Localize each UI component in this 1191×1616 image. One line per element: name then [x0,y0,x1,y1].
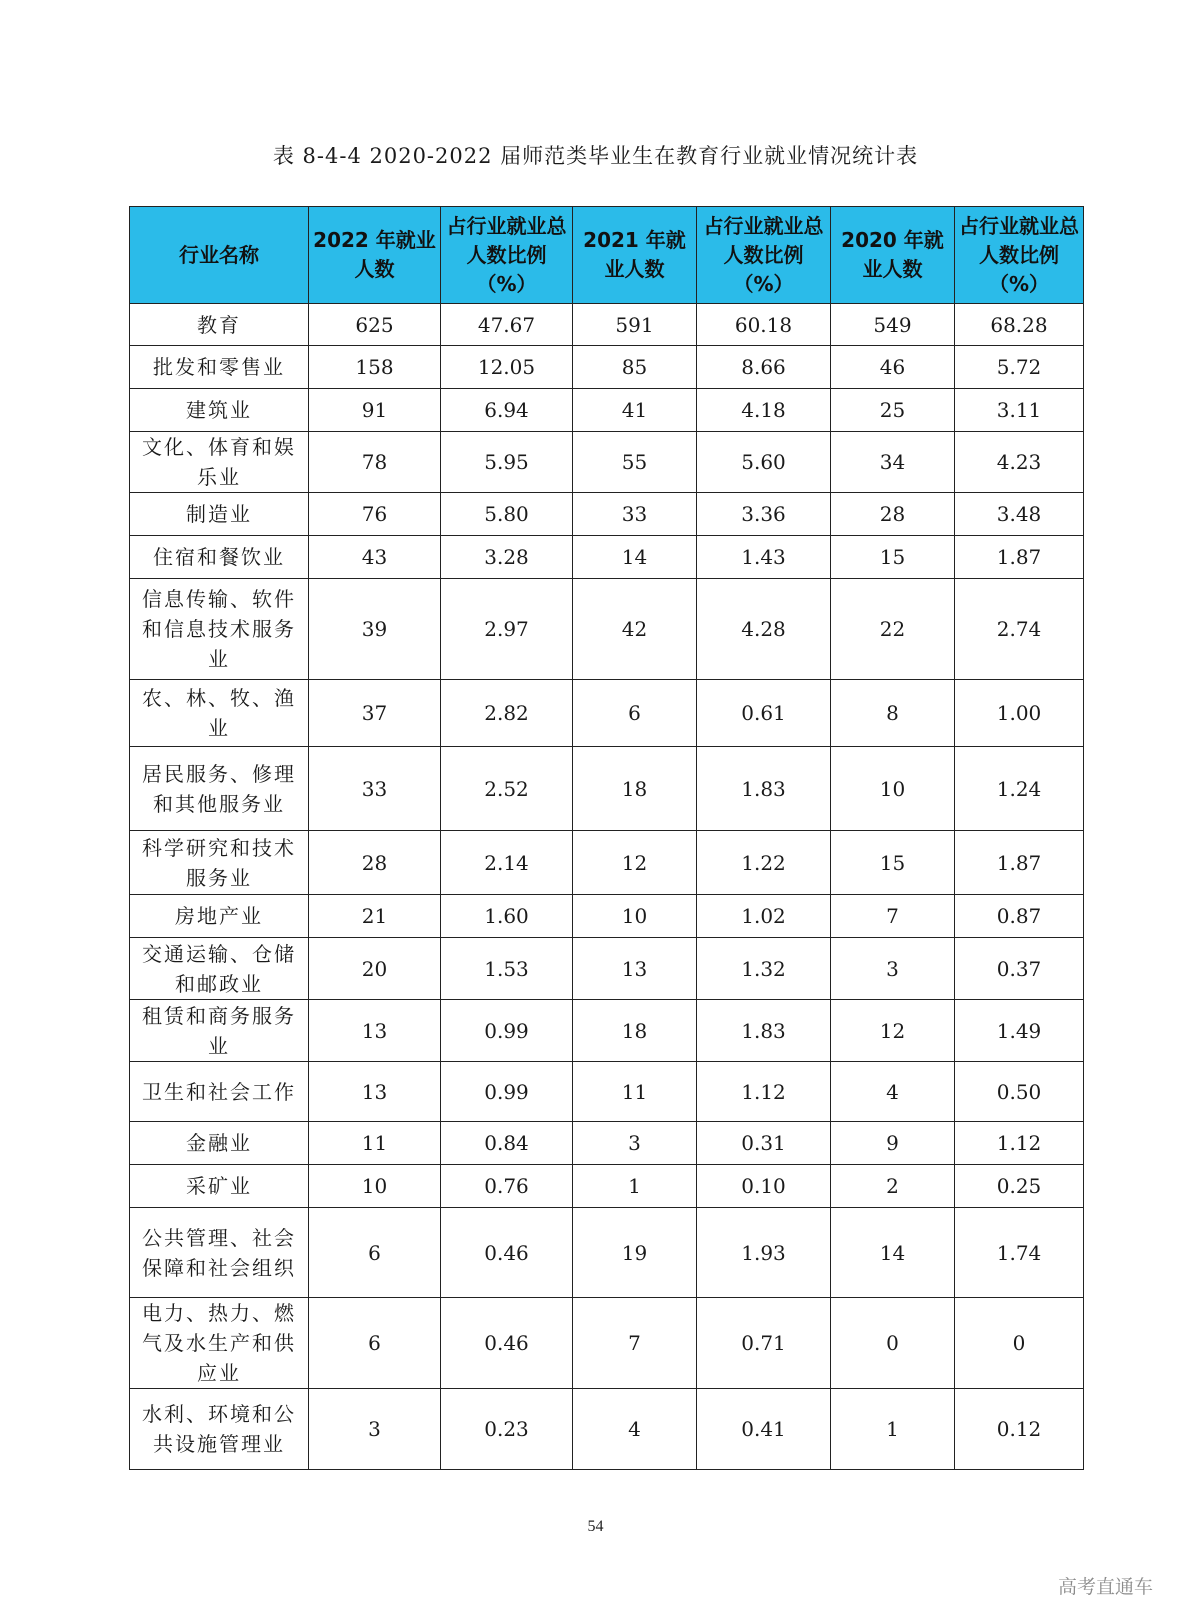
cell-ratio-2021: 4.18 [697,389,831,432]
cell-count-2021: 14 [573,536,697,579]
cell-ratio-2022: 0.84 [441,1122,573,1165]
cell-count-2021: 13 [573,938,697,1000]
cell-industry-name: 卫生和社会工作 [130,1062,309,1122]
cell-ratio-2022: 0.99 [441,1000,573,1062]
cell-count-2022: 158 [309,346,441,389]
table-row [130,493,1084,536]
cell-count-2021: 41 [573,389,697,432]
table-row [130,1165,1084,1208]
cell-ratio-2021: 60.18 [697,304,831,346]
cell-ratio-2020: 68.28 [955,304,1084,346]
cell-industry-name: 租赁和商务服务业 [130,1000,309,1062]
cell-ratio-2021: 3.36 [697,493,831,536]
cell-industry-name: 文化、体育和娱乐业 [130,432,309,493]
cell-ratio-2020: 1.87 [955,536,1084,579]
cell-count-2020: 549 [831,304,955,346]
table-row [130,432,1084,493]
cell-ratio-2020: 1.12 [955,1122,1084,1165]
cell-count-2021: 55 [573,432,697,493]
cell-ratio-2021: 1.02 [697,895,831,938]
watermark-text: 高考直通车 [1057,1576,1153,1598]
cell-industry-name: 建筑业 [130,389,309,432]
cell-count-2021: 33 [573,493,697,536]
cell-industry-name: 交通运输、仓储和邮政业 [130,938,309,1000]
cell-ratio-2022: 5.80 [441,493,573,536]
table-row [130,680,1084,747]
cell-count-2021: 1 [573,1165,697,1208]
cell-ratio-2020: 0.50 [955,1062,1084,1122]
cell-ratio-2021: 0.10 [697,1165,831,1208]
cell-count-2020: 22 [831,579,955,680]
cell-ratio-2022: 12.05 [441,346,573,389]
cell-count-2020: 7 [831,895,955,938]
cell-ratio-2020: 1.00 [955,680,1084,747]
table-row [130,895,1084,938]
cell-ratio-2021: 0.71 [697,1298,831,1389]
cell-industry-name: 制造业 [130,493,309,536]
cell-ratio-2021: 1.12 [697,1062,831,1122]
cell-count-2020: 9 [831,1122,955,1165]
cell-ratio-2020: 0.25 [955,1165,1084,1208]
cell-count-2020: 25 [831,389,955,432]
cell-count-2021: 591 [573,304,697,346]
cell-ratio-2020: 5.72 [955,346,1084,389]
cell-ratio-2021: 8.66 [697,346,831,389]
cell-industry-name: 采矿业 [130,1165,309,1208]
cell-ratio-2020: 3.11 [955,389,1084,432]
cell-count-2022: 33 [309,747,441,831]
table-row [130,536,1084,579]
cell-count-2022: 3 [309,1389,441,1470]
cell-ratio-2020: 0 [955,1298,1084,1389]
cell-count-2022: 76 [309,493,441,536]
column-header-2021-count: 2021 年就业人数 [573,207,697,304]
cell-ratio-2022: 47.67 [441,304,573,346]
table-caption: 表 8-4-4 2020-2022 届师范类毕业生在教育行业就业情况统计表 [272,144,919,168]
table-row [130,831,1084,895]
header-row [130,207,1084,304]
cell-count-2020: 2 [831,1165,955,1208]
cell-count-2021: 18 [573,1000,697,1062]
table-row [130,1389,1084,1470]
cell-ratio-2021: 1.32 [697,938,831,1000]
cell-ratio-2022: 3.28 [441,536,573,579]
cell-count-2022: 28 [309,831,441,895]
cell-ratio-2022: 2.52 [441,747,573,831]
cell-count-2022: 6 [309,1298,441,1389]
cell-ratio-2021: 1.83 [697,747,831,831]
cell-count-2022: 20 [309,938,441,1000]
cell-industry-name: 教育 [130,304,309,346]
cell-industry-name: 批发和零售业 [130,346,309,389]
cell-count-2020: 1 [831,1389,955,1470]
cell-ratio-2022: 0.46 [441,1208,573,1298]
table-row [130,938,1084,1000]
cell-ratio-2020: 1.74 [955,1208,1084,1298]
cell-count-2022: 78 [309,432,441,493]
column-header-2020-count: 2020 年就业人数 [831,207,955,304]
table-row [130,747,1084,831]
cell-ratio-2021: 4.28 [697,579,831,680]
cell-count-2020: 46 [831,346,955,389]
cell-count-2022: 91 [309,389,441,432]
cell-count-2020: 4 [831,1062,955,1122]
cell-ratio-2022: 2.82 [441,680,573,747]
cell-count-2020: 3 [831,938,955,1000]
cell-ratio-2020: 2.74 [955,579,1084,680]
cell-ratio-2022: 5.95 [441,432,573,493]
cell-count-2022: 11 [309,1122,441,1165]
cell-count-2022: 13 [309,1062,441,1122]
column-header-2020-ratio: 占行业就业总人数比例（%） [955,207,1084,304]
cell-count-2022: 10 [309,1165,441,1208]
cell-ratio-2022: 0.76 [441,1165,573,1208]
cell-count-2021: 11 [573,1062,697,1122]
cell-ratio-2020: 0.12 [955,1389,1084,1470]
cell-count-2021: 4 [573,1389,697,1470]
cell-count-2022: 6 [309,1208,441,1298]
cell-count-2020: 34 [831,432,955,493]
table-row [130,304,1084,346]
cell-industry-name: 农、林、牧、渔业 [130,680,309,747]
cell-industry-name: 住宿和餐饮业 [130,536,309,579]
cell-count-2022: 43 [309,536,441,579]
cell-industry-name: 科学研究和技术服务业 [130,831,309,895]
cell-count-2020: 12 [831,1000,955,1062]
cell-ratio-2022: 0.99 [441,1062,573,1122]
cell-count-2020: 28 [831,493,955,536]
column-header-2021-ratio: 占行业就业总人数比例（%） [697,207,831,304]
cell-ratio-2020: 1.49 [955,1000,1084,1062]
cell-count-2022: 39 [309,579,441,680]
cell-count-2020: 0 [831,1298,955,1389]
cell-ratio-2020: 4.23 [955,432,1084,493]
cell-industry-name: 信息传输、软件和信息技术服务业 [130,579,309,680]
cell-count-2022: 13 [309,1000,441,1062]
cell-ratio-2021: 0.41 [697,1389,831,1470]
cell-count-2022: 625 [309,304,441,346]
cell-ratio-2021: 0.31 [697,1122,831,1165]
cell-count-2021: 42 [573,579,697,680]
cell-count-2020: 10 [831,747,955,831]
cell-ratio-2022: 1.53 [441,938,573,1000]
cell-count-2020: 8 [831,680,955,747]
cell-ratio-2021: 1.22 [697,831,831,895]
table-row [130,1062,1084,1122]
cell-industry-name: 房地产业 [130,895,309,938]
cell-count-2020: 14 [831,1208,955,1298]
cell-count-2022: 21 [309,895,441,938]
cell-count-2021: 12 [573,831,697,895]
column-header-2022-ratio: 占行业就业总人数比例（%） [441,207,573,304]
cell-industry-name: 公共管理、社会保障和社会组织 [130,1208,309,1298]
cell-ratio-2020: 3.48 [955,493,1084,536]
page-number: 54 [587,1518,604,1535]
employment-stats-table [129,206,1084,1470]
cell-ratio-2021: 5.60 [697,432,831,493]
cell-count-2020: 15 [831,536,955,579]
cell-ratio-2021: 1.43 [697,536,831,579]
cell-industry-name: 金融业 [130,1122,309,1165]
table-row [130,346,1084,389]
cell-industry-name: 电力、热力、燃气及水生产和供应业 [130,1298,309,1389]
cell-count-2022: 37 [309,680,441,747]
cell-count-2021: 18 [573,747,697,831]
cell-count-2021: 10 [573,895,697,938]
table-row [130,1298,1084,1389]
table-row [130,1000,1084,1062]
column-header-2022-count: 2022 年就业人数 [309,207,441,304]
cell-ratio-2021: 1.83 [697,1000,831,1062]
cell-count-2021: 85 [573,346,697,389]
cell-count-2021: 7 [573,1298,697,1389]
table-row [130,1122,1084,1165]
cell-industry-name: 水利、环境和公共设施管理业 [130,1389,309,1470]
cell-industry-name: 居民服务、修理和其他服务业 [130,747,309,831]
cell-ratio-2022: 0.23 [441,1389,573,1470]
table-row [130,579,1084,680]
cell-count-2021: 6 [573,680,697,747]
table-row [130,1208,1084,1298]
cell-ratio-2020: 1.24 [955,747,1084,831]
table-body [130,304,1084,1470]
cell-ratio-2022: 6.94 [441,389,573,432]
cell-ratio-2020: 0.87 [955,895,1084,938]
cell-ratio-2022: 2.97 [441,579,573,680]
cell-ratio-2020: 0.37 [955,938,1084,1000]
cell-ratio-2021: 1.93 [697,1208,831,1298]
cell-ratio-2022: 0.46 [441,1298,573,1389]
cell-ratio-2020: 1.87 [955,831,1084,895]
cell-count-2021: 3 [573,1122,697,1165]
table-row [130,389,1084,432]
cell-count-2021: 19 [573,1208,697,1298]
column-header-industry: 行业名称 [130,207,309,304]
cell-ratio-2022: 2.14 [441,831,573,895]
cell-ratio-2022: 1.60 [441,895,573,938]
cell-count-2020: 15 [831,831,955,895]
cell-ratio-2021: 0.61 [697,680,831,747]
